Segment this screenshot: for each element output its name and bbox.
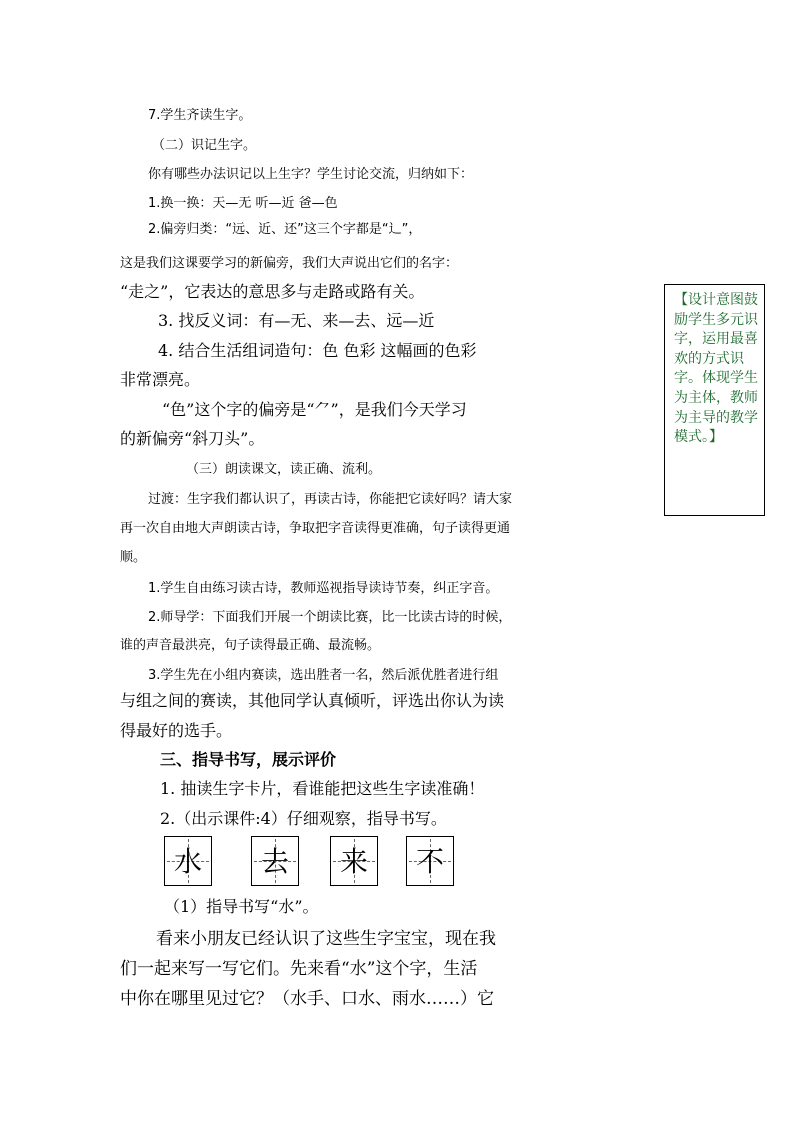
section-heading: 三、指导书写，展示评价: [160, 750, 337, 769]
text-line: 过渡：生字我们都认识了，再读古诗，你能把它读好吗？请大家: [148, 492, 513, 507]
text-line: 3. 找反义词：有—无、来—去、远—近: [158, 311, 435, 330]
text-line: 1. 抽读生字卡片，看谁能把这些生字读准确！: [160, 779, 485, 798]
text-line: （三）朗读课文，读正确、流利。: [186, 462, 382, 477]
text-span: （出示课件:4）仔细观察，指导书写。: [175, 809, 447, 828]
text-line: 的新偏旁“斜刀头”。: [120, 429, 265, 448]
text-line: 得最好的选手。: [120, 721, 233, 740]
text-line: 这是我们这课要学习的新偏旁，我们大声说出它们的名字：: [120, 256, 459, 271]
text-line: 3.学生先在小组内赛读，选出胜者一名，然后派优胜者进行组: [148, 668, 499, 683]
text-line: （1）指导书写“水”。: [164, 897, 319, 916]
item-number: 2.: [160, 809, 176, 828]
writing-grid: [251, 836, 299, 886]
grid-character: 不: [415, 845, 444, 878]
text-line: “色”这个字的偏旁是“⺈”，是我们今天学习: [162, 400, 467, 419]
text-line: （二）识记生字。: [152, 138, 257, 153]
text-line: 们一起来写一写它们。先来看“水”这个字，生活: [120, 959, 478, 979]
text-line: 与组之间的赛读，其他同学认真倾听，评选出你认为读: [120, 691, 505, 710]
text-line: 你有哪些办法识记以上生字？学生讨论交流，归纳如下：: [148, 167, 474, 182]
text-line: 1.学生自由练习读古诗，教师巡视指导读诗节奏，纠正字音。: [148, 581, 499, 596]
text-line: 非常漂亮。: [120, 370, 201, 389]
design-intent-note: 【设计意图鼓励学生多元识字，运用最喜欢的方式识字。体现学生为主体，教师为主导的教学模式。】: [664, 284, 765, 516]
grid-character: 去: [260, 845, 289, 878]
text-span: 2.偏旁归类：“远、近、还”这三个字都是“辶”，: [148, 222, 422, 237]
text-line: 中你在哪里见过它？（水手、口水、雨水……）它: [120, 989, 494, 1009]
writing-grid: [406, 836, 454, 886]
text-line: 看来小朋友已经认识了这些生字宝宝，现在我: [156, 929, 496, 949]
text-line: 1.换一换：天—无 听—近 爸—色: [148, 196, 338, 211]
text-line: 顺。: [120, 550, 147, 565]
text-line: 2.师导学：下面我们开展一个朗读比赛，比一比读古诗的时候，: [148, 610, 512, 625]
text-line: 再一次自由地大声朗读古诗，争取把字音读得更准确，句子读得更通: [120, 521, 511, 536]
text-line: [160, 806, 447, 829]
text-line: 7.学生齐读生字。: [148, 108, 252, 123]
text-line: 谁的声音最洪亮，句子读得最正确、最流畅。: [120, 638, 381, 653]
grid-character: 水: [173, 845, 202, 878]
writing-grid: [330, 836, 378, 886]
text-line: [148, 218, 421, 237]
grid-character: 来: [339, 845, 368, 878]
writing-grid: [164, 836, 212, 886]
text-line: 4. 结合生活组词造句：色 色彩 这幅画的色彩: [158, 341, 477, 360]
text-line: “走之”，它表达的意思多与走路或路有关。: [120, 282, 425, 301]
